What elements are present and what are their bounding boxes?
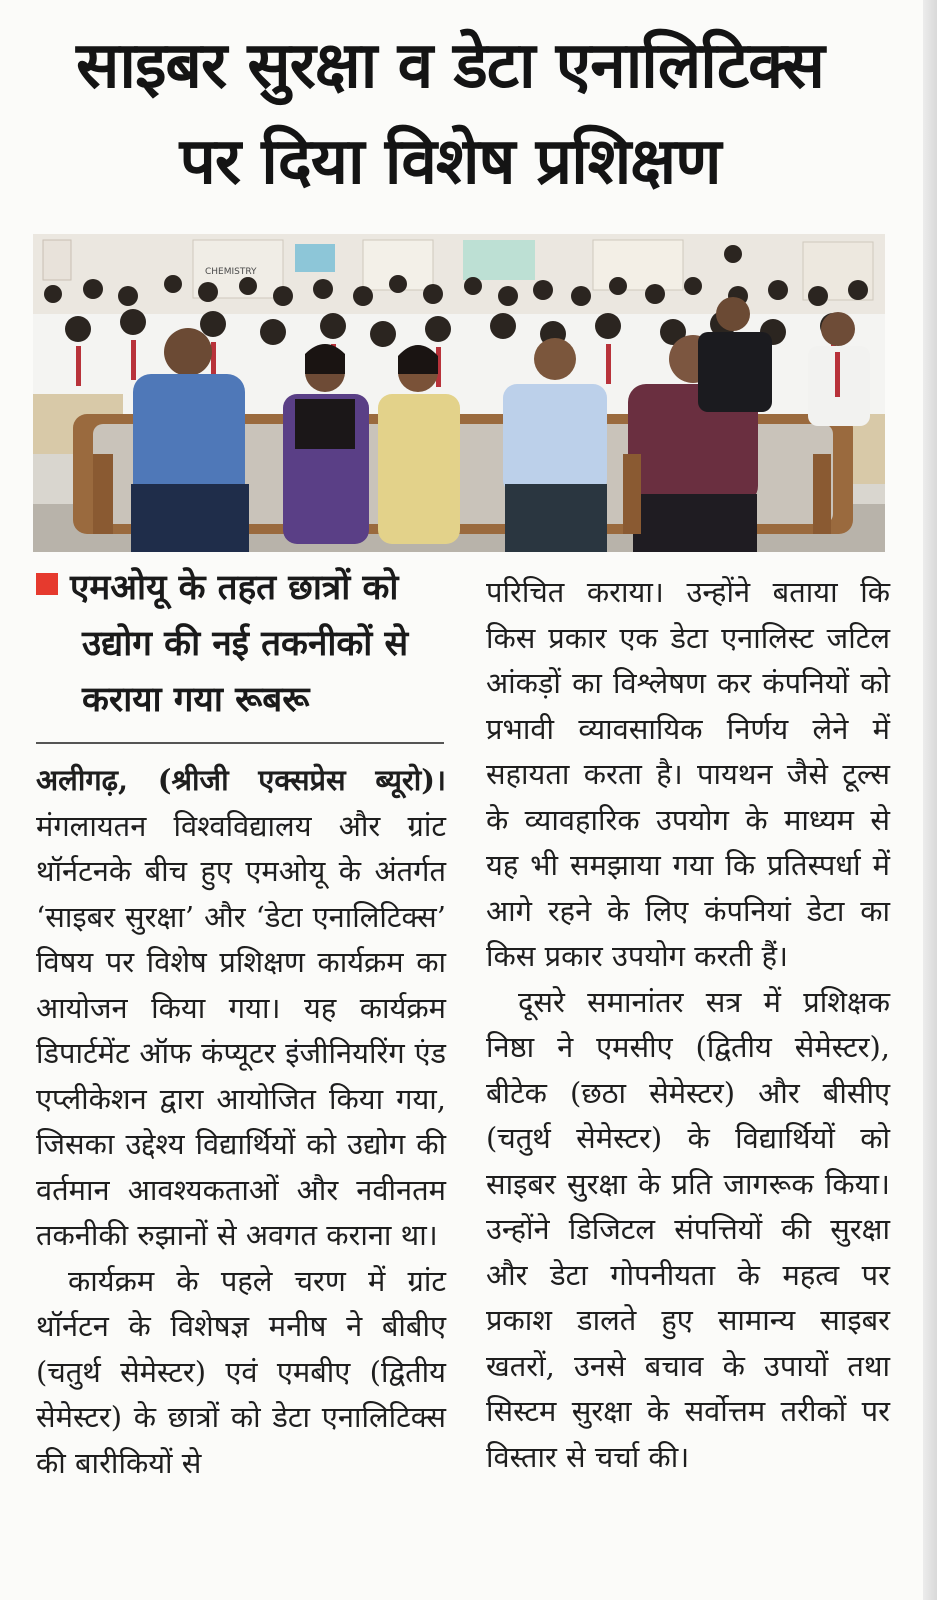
dateline: अलीगढ़, (श्रीजी एक्सप्रेस ब्यूरो)। xyxy=(36,763,446,797)
headline xyxy=(20,18,880,210)
headline-line-1: साइबर सुरक्षा व डेटा एनालिटिक्स xyxy=(76,29,824,103)
subheadline xyxy=(36,560,446,728)
red-square-bullet-icon xyxy=(36,573,58,595)
article-column-left xyxy=(36,758,446,1486)
subhead-line-1: एमओयू के तहत छात्रों को xyxy=(70,568,399,608)
section-divider xyxy=(36,742,444,744)
article-paragraph-3: दूसरे समानांतर सत्र में प्रशिक्षक निष्ठा ने एमसीए (द्वितीय सेमेस्टर), बीटेक (छठा सेमेस्टर) और बीसीए (चतुर्थ सेमेस्टर) के विद्यार्थियों को साइबर सुरक्षा के प्रति जागरूक किया। उन्होंने डिजिटल संपत्तियों की सुरक्षा और डेटा गोपनीयता के महत्व पर प्रकाश डालते हुए सामान्य साइबर खतरों, उनसे बचाव के उपायों तथा सिस्टम सुरक्षा के सर्वोत्तम तरीकों पर विस्तार से चर्चा की। xyxy=(486,984,890,1474)
page-edge xyxy=(923,0,937,1600)
headline-line-2: पर दिया विशेष प्रशिक्षण xyxy=(179,125,721,199)
subhead-line-3: कराया गया रूबरू xyxy=(82,680,310,720)
article-paragraph-1 xyxy=(36,758,446,1259)
paragraph-1-text: मंगलायतन विश्वविद्यालय और ग्रांट थॉर्नटनके बीच हुए एमओयू के अंतर्गत ‘साइबर सुरक्षा’ और ‘डेटा एनालिटिक्स’ विषय पर विशेष प्रशिक्षण कार्यक्रम का आयोजन किया गया। यह कार्यक्रम डिपार्टमेंट ऑफ कंप्यूटर इंजीनियरिंग एंड एप्लीकेशन द्वारा आयोजित किया गया, जिसका उद्देश्य विद्यार्थियों को उद्योग की वर्तमान आवश्यकताओं और नवीनतम तकनीकी रुझानों से अवगत कराना था। xyxy=(36,808,446,1252)
article-paragraph-2-start: कार्यक्रम के पहले चरण में ग्रांट थॉर्नटन के विशेषज्ञ मनीष ने बीबीए (चतुर्थ सेमेस्टर) एवं एमबीए (द्वितीय सेमेस्टर) के छात्रों को डेटा एनालिटिक्स की बारीकियों से xyxy=(36,1263,446,1480)
article-column-right xyxy=(486,570,890,1480)
subhead-line-2: उद्योग की नई तकनीकों से xyxy=(82,624,409,664)
event-photo xyxy=(33,234,885,552)
wall-sign: CHEMISTRY xyxy=(205,267,257,277)
article-paragraph-2-end: परिचित कराया। उन्होंने बताया कि किस प्रकार एक डेटा एनालिस्ट जटिल आंकड़ों का विश्लेषण कर कंपनियों को प्रभावी व्यावसायिक निर्णय लेने में सहायता करता है। पायथन जैसे टूल्स के व्यावहारिक उपयोग के माध्यम से यह भी समझाया गया कि प्रतिस्पर्धा में आगे रहने के लिए कंपनियां डेटा का किस प्रकार उपयोग करती हैं। xyxy=(486,575,890,973)
